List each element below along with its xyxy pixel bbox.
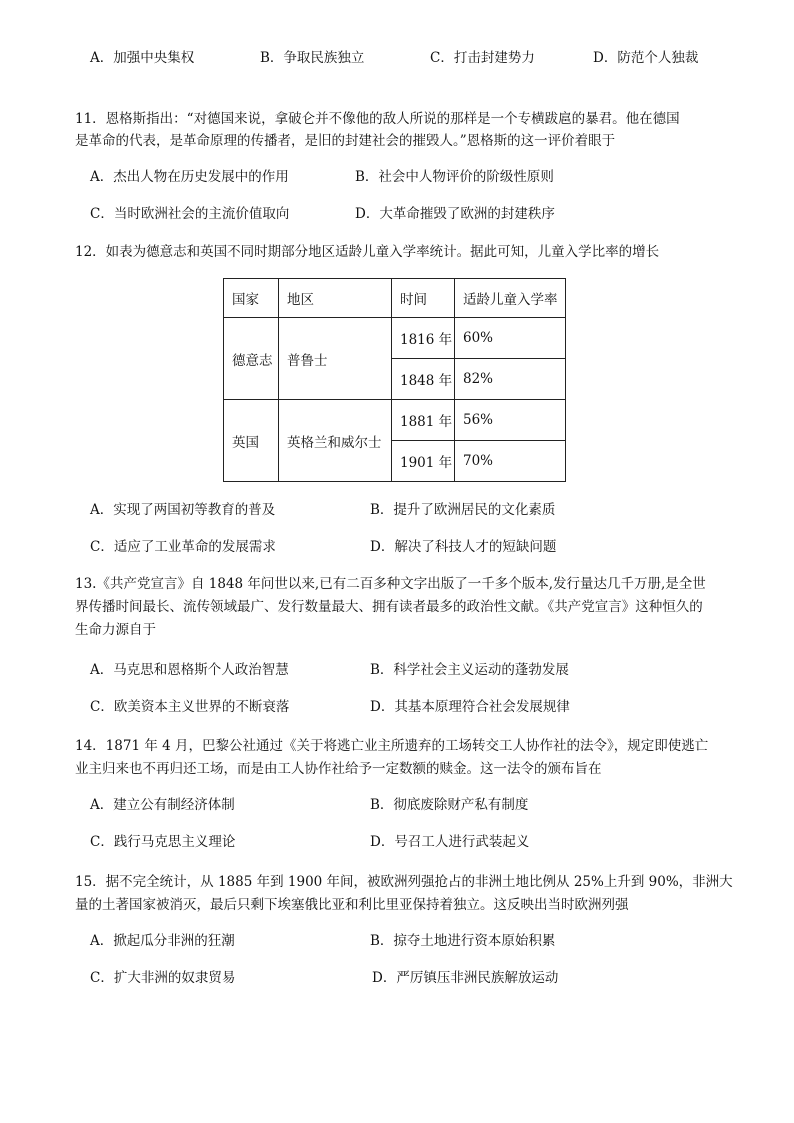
q10-option-a: A．加强中央集权 — [90, 50, 195, 66]
q12-option-a: A．实现了两国初等教育的普及 — [90, 502, 276, 518]
table-header-cell: 地区 — [279, 279, 392, 318]
table-cell-time: 1816 年 — [392, 318, 455, 359]
q10-option-c: C．打击封建势力 — [430, 50, 535, 66]
q13-option-d: D．其基本原理符合社会发展规律 — [370, 699, 570, 715]
q13-stem: 13.《共产党宣言》自 1848 年问世以来,已有二百多种文字出版了一千多个版本,发行量达几千万册,是全世界传播时间最长、流传领域最广、发行数量最大、拥有读者最多的政治性文献。《共产党宣言》这种恒久的生命力源自于 — [75, 576, 706, 638]
table-header-cell: 国家 — [224, 279, 279, 318]
q12-option-c: C．适应了工业革命的发展需求 — [90, 539, 276, 555]
table-cell-rate: 60% — [455, 318, 566, 359]
q13-option-c: C．欧美资本主义世界的不断衰落 — [90, 699, 290, 715]
table-row — [224, 318, 566, 359]
table-cell-time: 1848 年 — [392, 359, 455, 400]
enrollment-table — [223, 278, 566, 482]
table-cell-region: 英格兰和威尔士 — [279, 400, 392, 482]
q15-option-d: D．严厉镇压非洲民族解放运动 — [372, 970, 559, 986]
table-cell-country: 英国 — [224, 400, 279, 482]
q14-option-d: D．号召工人进行武装起义 — [370, 834, 530, 850]
q15-option-c: C．扩大非洲的奴隶贸易 — [90, 970, 236, 986]
table-cell-rate: 82% — [455, 359, 566, 400]
q15-stem-line2: 量的土著国家被消灭，最后只剩下埃塞俄比亚和利比里亚保持着独立。这反映出当时欧洲列强 — [75, 897, 629, 913]
q14-option-a: A．建立公有制经济体制 — [90, 797, 235, 813]
table-row — [224, 400, 566, 441]
table-cell-time: 1901 年 — [392, 441, 455, 482]
q12-stem: 12．如表为德意志和英国不同时期部分地区适龄儿童入学率统计。据此可知，儿童入学比率的增长 — [75, 244, 660, 260]
table-cell-time: 1881 年 — [392, 400, 455, 441]
table-header-cell: 时间 — [392, 279, 455, 318]
q11-option-b: B．社会中人物评价的阶级性原则 — [355, 169, 554, 185]
q14-option-c: C．践行马克思主义理论 — [90, 834, 236, 850]
table-header-cell: 适龄儿童入学率 — [455, 279, 566, 318]
q11-option-a: A．杰出人物在历史发展中的作用 — [90, 169, 289, 185]
q11-stem-line1: 11．恩格斯指出：“对德国来说，拿破仑并不像他的敌人所说的那样是一个专横跋扈的暴君。他在德国 — [75, 111, 680, 127]
q15-stem-line1: 15．据不完全统计，从 1885 年到 1900 年间，被欧洲列强抢占的非洲土地比例从 25%上升到 90%，非洲大 — [75, 874, 733, 890]
table-cell-rate: 70% — [455, 441, 566, 482]
table-cell-region: 普鲁士 — [279, 318, 392, 400]
q13-option-a: A．马克思和恩格斯个人政治智慧 — [90, 662, 289, 678]
q13-option-b: B．科学社会主义运动的蓬勃发展 — [370, 662, 569, 678]
q14-option-b: B．彻底废除财产私有制度 — [370, 797, 529, 813]
q15-option-a: A．掀起瓜分非洲的狂潮 — [90, 933, 235, 949]
q10-option-b: B．争取民族独立 — [260, 50, 365, 66]
q15-option-b: B．掠夺土地进行资本原始积累 — [370, 933, 556, 949]
q10-option-d: D．防范个人独裁 — [593, 50, 699, 66]
q11-option-c: C．当时欧洲社会的主流价值取向 — [90, 206, 290, 222]
table-header-row — [224, 279, 566, 318]
q11-stem-line2: 是革命的代表，是革命原理的传播者，是旧的封建社会的摧毁人。”恩格斯的这一评价着眼于 — [75, 133, 616, 149]
q14-stem-line1: 14．1871 年 4 月，巴黎公社通过《关于将逃亡业主所遗弃的工场转交工人协作社的法令》，规定即使逃亡 — [75, 738, 709, 754]
table-cell-rate: 56% — [455, 400, 566, 441]
q12-option-b: B．提升了欧洲居民的文化素质 — [370, 502, 556, 518]
q12-option-d: D．解决了科技人才的短缺问题 — [370, 539, 557, 555]
q14-stem-line2: 业主归来也不再归还工场，而是由工人协作社给予一定数额的赎金。这一法令的颁布旨在 — [75, 761, 602, 777]
q11-option-d: D．大革命摧毁了欧洲的封建秩序 — [355, 206, 555, 222]
table-cell-country: 德意志 — [224, 318, 279, 400]
